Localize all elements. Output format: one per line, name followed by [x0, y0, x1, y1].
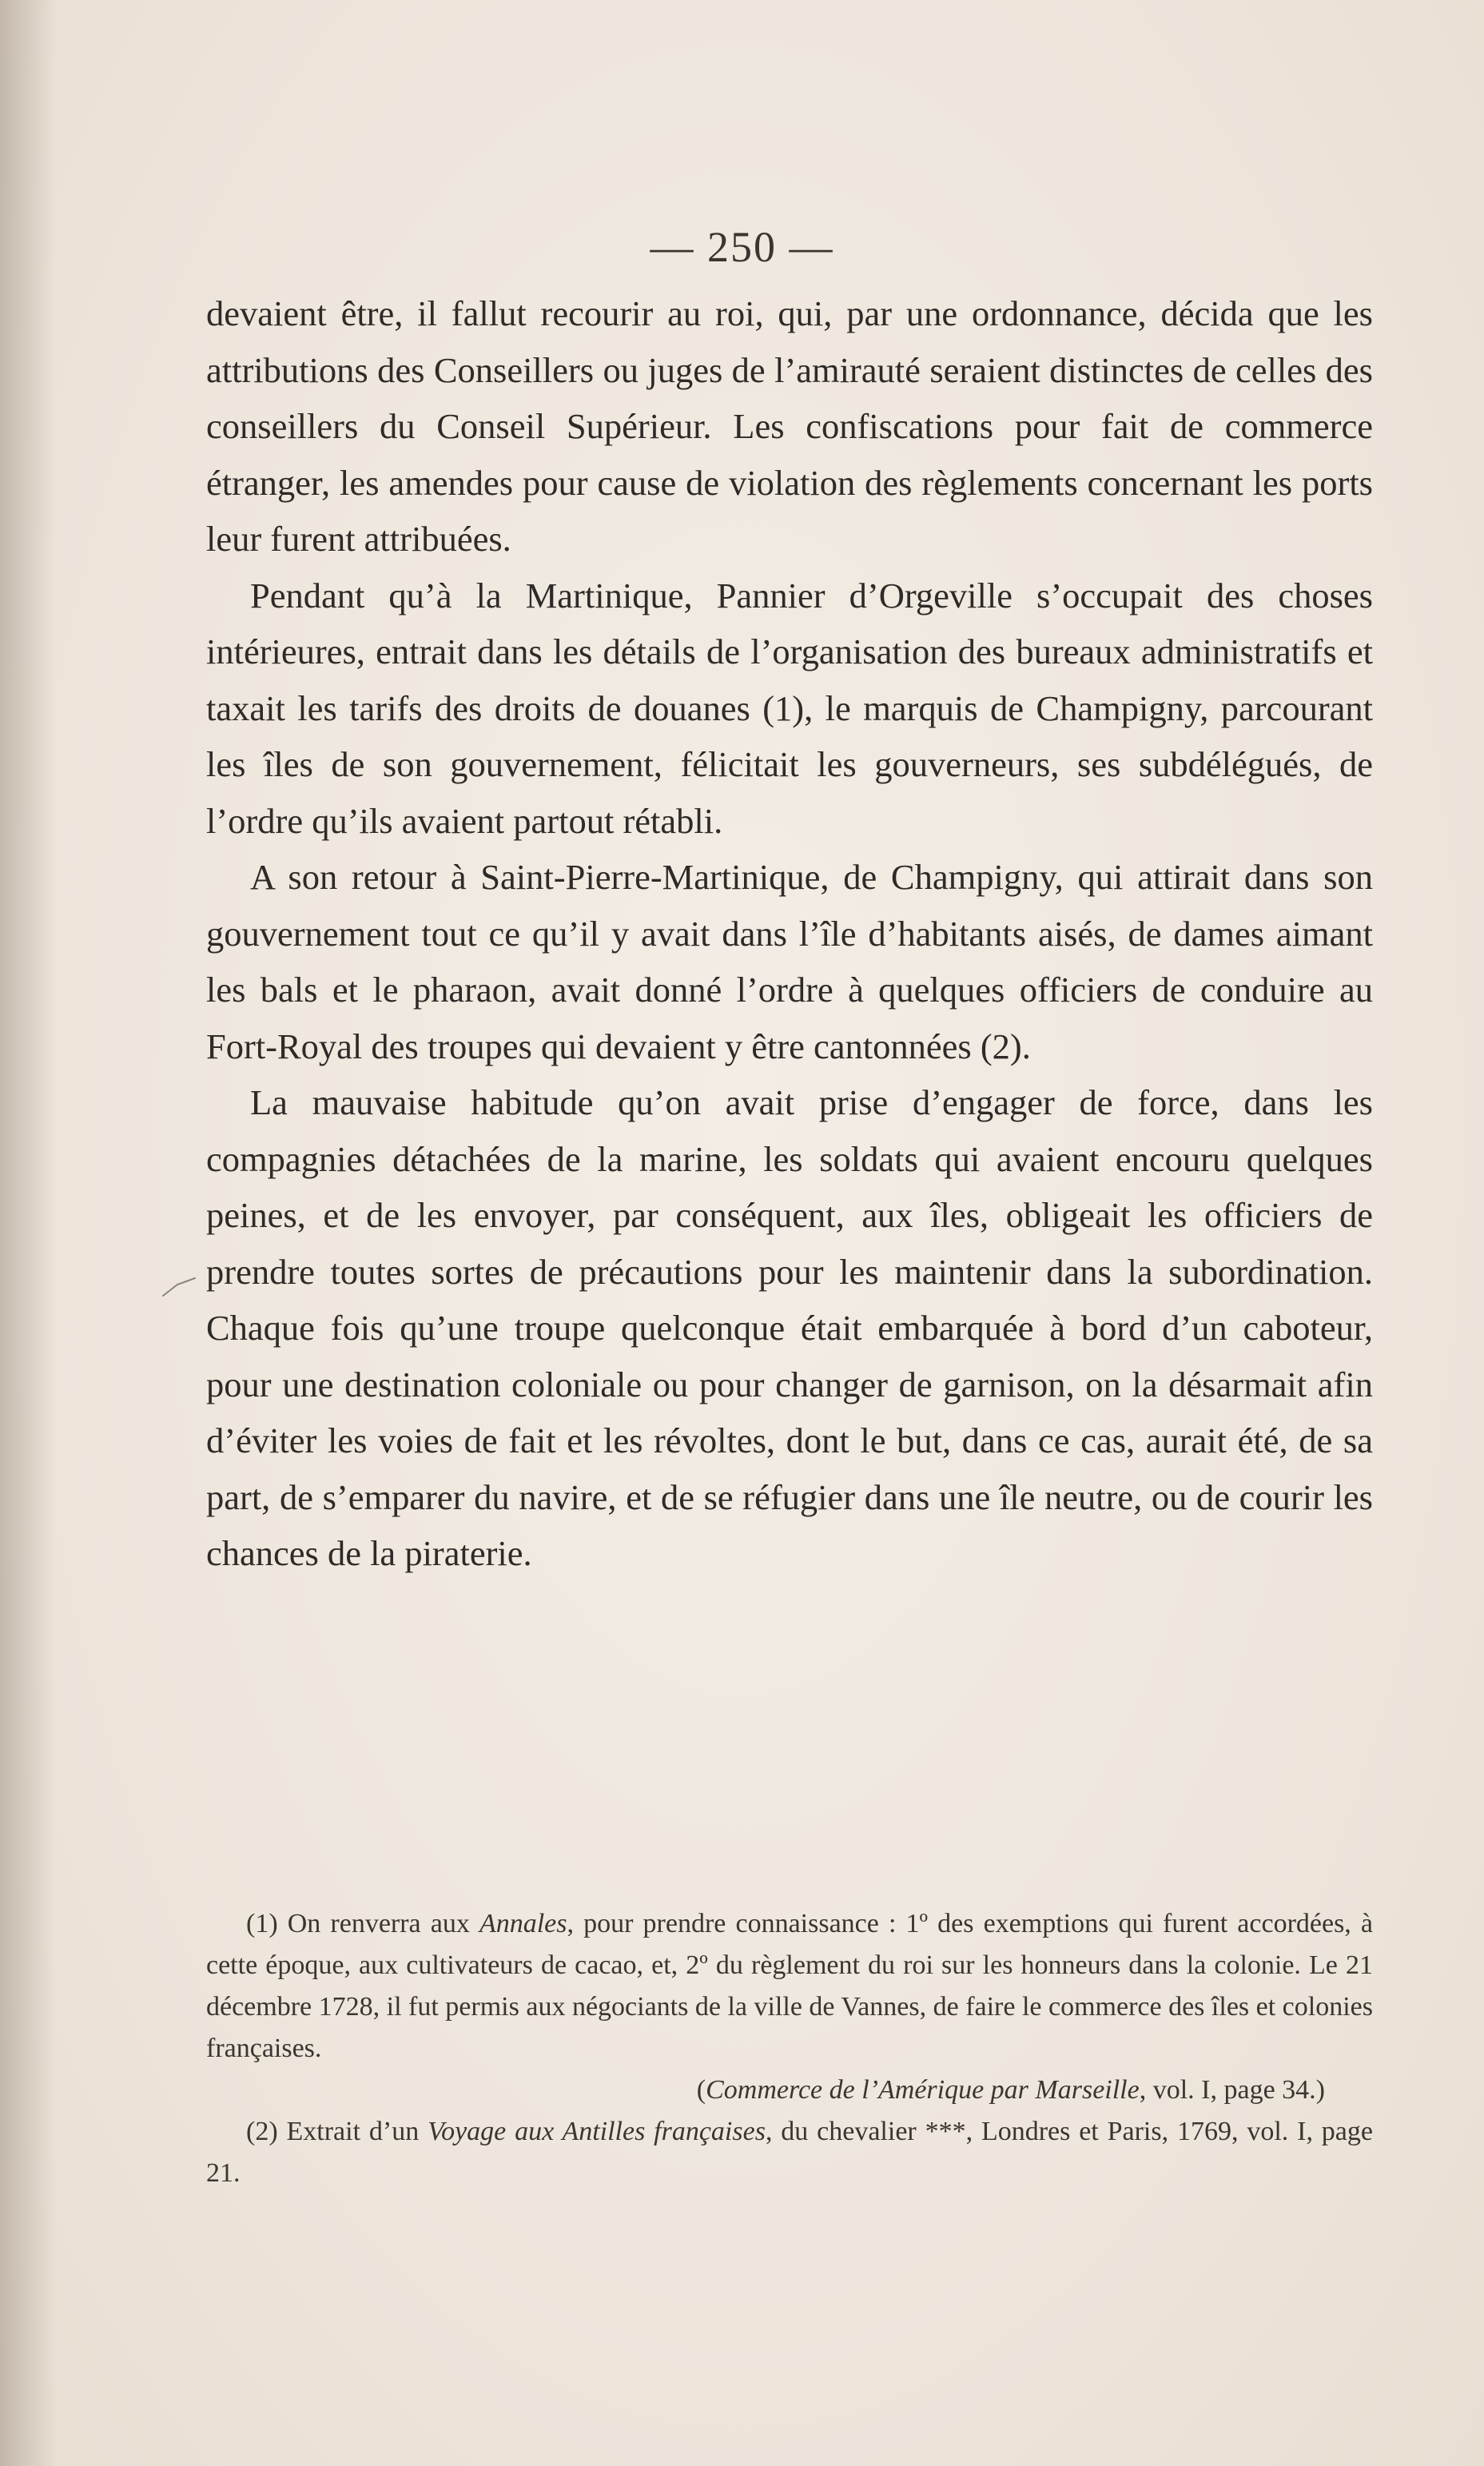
- footnote-1-source: [206, 2070, 1373, 2111]
- main-text: [206, 285, 1373, 1582]
- pencil-mark-icon: [160, 1275, 200, 1299]
- paragraph-2: Pendant qu’à la Martinique, Pannier d’Orgeville s’occupait des choses intérieures, entrait dans les détails de l’organisation des bureaux administratifs et taxait les tarifs des droits de douanes (1), le marquis de Champigny, parcourant les îles de son gouvernement, félicitait les gouverneurs, ses subdélégués, de l’ordre qu’ils avaient partout rétabli.: [206, 575, 1373, 841]
- footnote-1: [206, 1903, 1373, 2070]
- paragraph-4: La mauvaise habitude qu’on avait prise d’engager de force, dans les compagnies détachées de la marine, les soldats qui avaient encouru quelques peines, et de les envoyer, par conséquent, aux îles, obligeait les officiers de prendre toutes sortes de précautions pour les maintenir dans la subordination. Chaque fois qu’une troupe quelconque était embarquée à bord d’un caboteur, pour une destination coloniale ou pour changer de garnison, on la désarmait afin d’éviter les voies de fait et les révoltes, dont le but, dans ce cas, aurait été, de sa part, de s’emparer du navire, et de se réfugier dans une île neutre, ou de courir les chances de la piraterie.: [206, 1082, 1373, 1573]
- footnote-1-source-title: Commerce de l’Amérique par Marseille: [706, 2075, 1140, 2105]
- page-number: — 250 —: [650, 223, 834, 271]
- footnote-2-prefix: (2) Extrait d’un: [246, 2117, 428, 2146]
- footnote-2-suffix: , du chevalier ***, Londres et Paris, 1769, vol. I, page 21.: [206, 2117, 1373, 2188]
- footnote-2-italic: Voyage aux Antilles françaises: [428, 2117, 766, 2146]
- footnote-1-source-open: (: [696, 2075, 706, 2105]
- footnote-2: [206, 2111, 1373, 2194]
- gutter-shadow: [0, 0, 56, 2466]
- footnote-1-prefix: (1) On renverra aux: [246, 1909, 479, 1938]
- footnote-1-italic: Annales: [479, 1909, 567, 1938]
- footnote-1-source-rest: , vol. I, page 34.): [1139, 2075, 1325, 2105]
- footnote-1-suffix: , pour prendre connaissance : 1º des exemptions qui furent accordées, à cette époque, aux cultivateurs de cacao, et, 2º du règlement du roi sur les honneurs dans la colonie. Le 21 décembre 1728, il fut permis aux négociants de la ville de Vannes, de faire le commerce des îles et colonies françaises.: [206, 1909, 1373, 2063]
- paragraph-1: devaient être, il fallut recourir au roi, qui, par une ordonnance, décida que les attributions des Conseillers ou juges de l’amirauté seraient distinctes de celles des conseillers du Conseil Supérieur. Les confiscations pour fait de commerce étranger, les amendes pour cause de violation des règlements concernant les ports leur furent attribuées.: [206, 293, 1373, 559]
- footnotes: [206, 1903, 1373, 2194]
- paragraph-3: A son retour à Saint-Pierre-Martinique, de Champigny, qui attirait dans son gouvernement tout ce qu’il y avait dans l’île d’habitants aisés, de dames aimant les bals et le pharaon, avait donné l’ordre à quelques officiers de conduire au Fort-Royal des troupes qui devaient y être cantonnées (2).: [206, 857, 1373, 1066]
